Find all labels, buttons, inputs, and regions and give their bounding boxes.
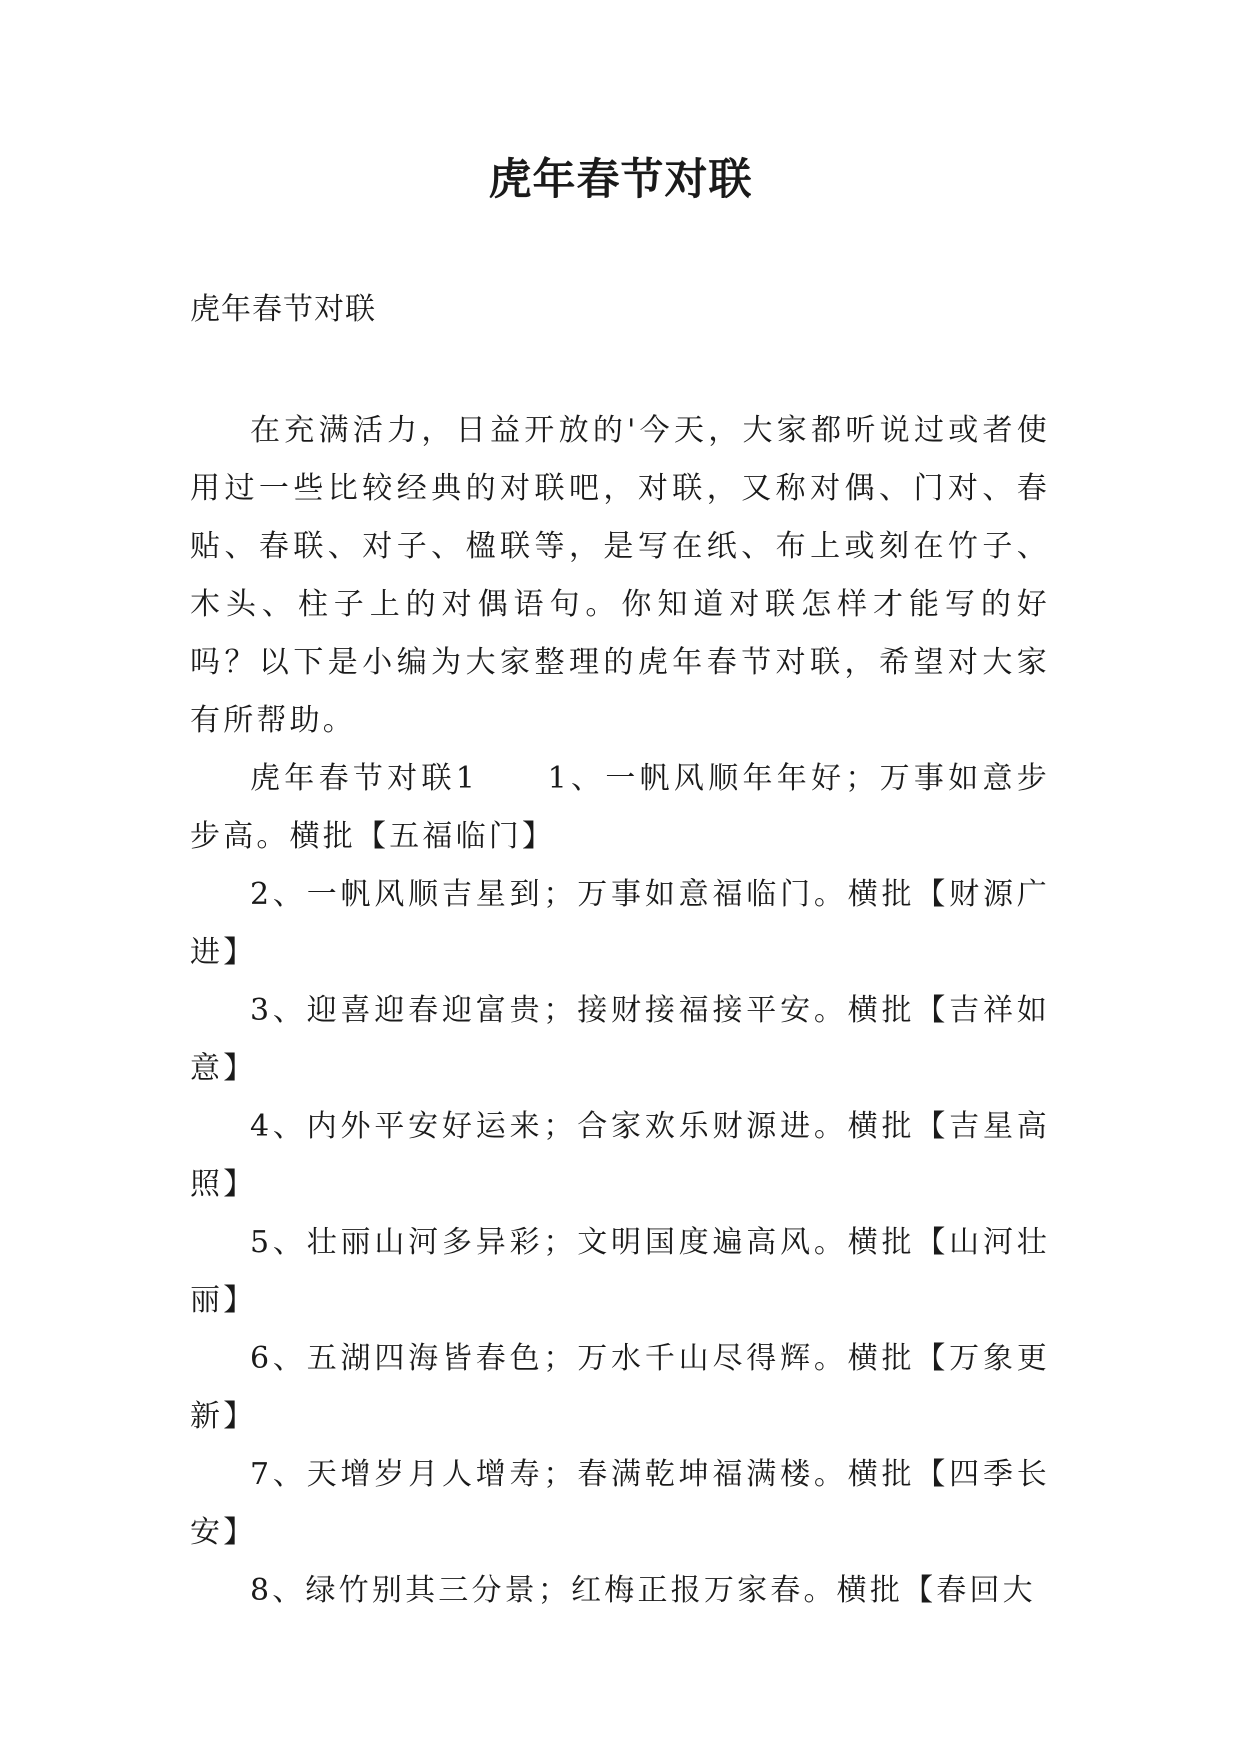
couplet-item: 3、迎喜迎春迎富贵；接财接福接平安。横批【吉祥如意】 xyxy=(190,993,1050,1086)
couplet-item: 2、一帆风顺吉星到；万事如意福临门。横批【财源广进】 xyxy=(190,877,1050,970)
document-body xyxy=(190,402,1050,1620)
document-subtitle: 虎年春节对联 xyxy=(190,292,376,327)
intro-paragraph: 在充满活力，日益开放的'今天，大家都听说过或者使用过一些比较经典的对联吧，对联，又称对偶、门对、春贴、春联、对子、楹联等，是写在纸、布上或刻在竹子、木头、柱子上的对偶语句。你知道对联怎样才能写的好吗？以下是小编为大家整理的虎年春节对联，希望对大家有所帮助。 xyxy=(190,413,1050,738)
couplet-item: 6、五湖四海皆春色；万水千山尽得辉。横批【万象更新】 xyxy=(190,1341,1050,1434)
couplet-item: 虎年春节对联1 1、一帆风顺年年好；万事如意步步高。横批【五福临门】 xyxy=(190,761,1050,854)
couplet-item: 4、内外平安好运来；合家欢乐财源进。横批【吉星高照】 xyxy=(190,1109,1050,1202)
couplet-item: 7、天增岁月人增寿；春满乾坤福满楼。横批【四季长安】 xyxy=(190,1457,1050,1550)
document-title: 虎年春节对联 xyxy=(488,155,753,205)
couplet-item: 5、壮丽山河多异彩；文明国度遍高风。横批【山河壮丽】 xyxy=(190,1225,1050,1318)
couplet-item: 8、绿竹别其三分景；红梅正报万家春。横批【春回大 xyxy=(250,1573,1036,1608)
